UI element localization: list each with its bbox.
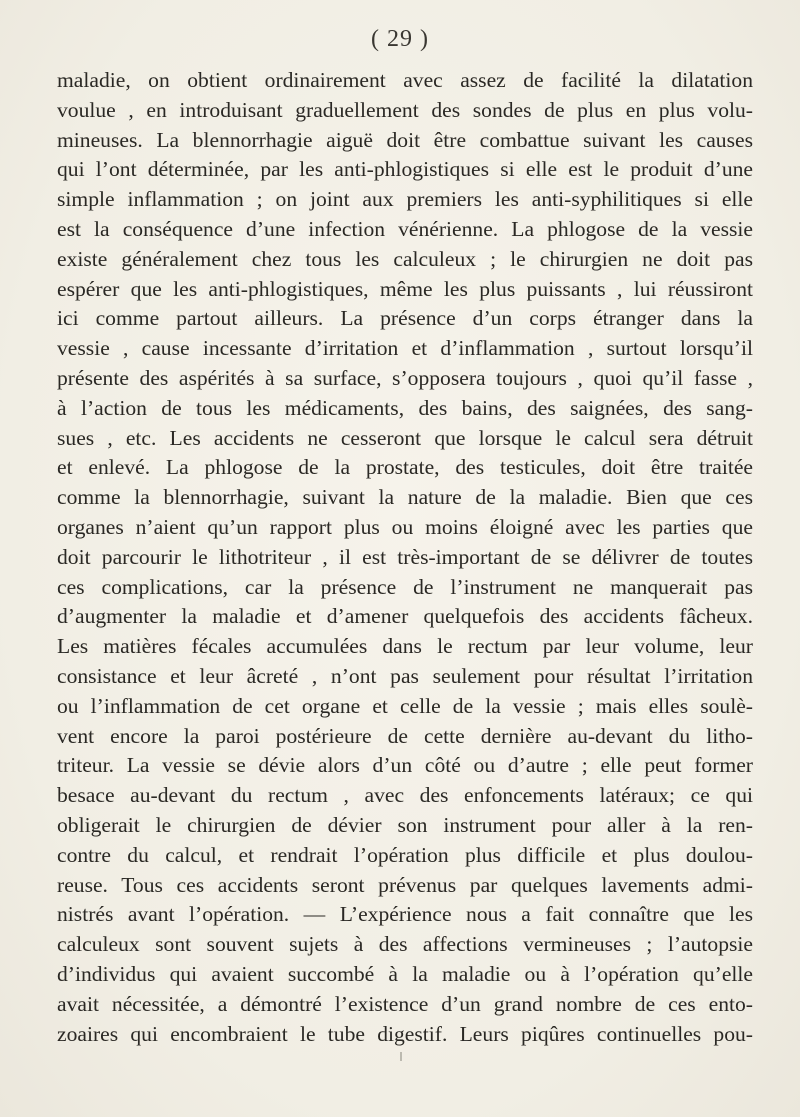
text-line: d’augmenter la maladie et d’amener quelquefois des accidents fâcheux. [57, 604, 753, 629]
text-line: ici comme partout ailleurs. La présence d’un corps étranger dans la [57, 306, 753, 331]
print-speck [400, 1052, 402, 1061]
text-line: mineuses. La blennorrhagie aiguë doit être combattue suivant les causes [57, 127, 753, 152]
text-line: nistrés avant l’opération. — L’expérience nous a fait connaître que les [57, 902, 753, 927]
text-line: organes n’aient qu’un rapport plus ou moins éloigné avec les parties que [57, 514, 753, 539]
text-line: obligerait le chirurgien de dévier son instrument pour aller à la ren- [57, 812, 753, 837]
text-line: Les matières fécales accumulées dans le rectum par leur volume, leur [57, 634, 753, 659]
text-line: zoaires qui encombraient le tube digestif. Leurs piqûres continuelles pou- [57, 1021, 753, 1046]
text-line: et enlevé. La phlogose de la prostate, des testicules, doit être traitée [57, 455, 753, 480]
text-line: simple inflammation ; on joint aux premiers les anti-syphilitiques si elle [57, 187, 753, 212]
text-line: consistance et leur âcreté , n’ont pas seulement pour résultat l’irritation [57, 663, 753, 688]
text-line: présente des aspérités à sa surface, s’opposera toujours , quoi qu’il fasse , [57, 365, 753, 390]
text-line: maladie, on obtient ordinairement avec assez de facilité la dilatation [57, 68, 753, 92]
text-line: doit parcourir le lithotriteur , il est très-important de se délivrer de toutes [57, 544, 753, 569]
text-line: contre du calcul, et rendrait l’opération plus difficile et plus doulou- [57, 842, 753, 867]
text-line: besace au-devant du rectum , avec des enfoncements latéraux; ce qui [57, 783, 753, 808]
text-line: espérer que les anti-phlogistiques, même les plus puissants , lui réussiront [57, 276, 753, 301]
text-line: voulue , en introduisant graduellement des sondes de plus en plus volu- [57, 97, 753, 122]
text-line: reuse. Tous ces accidents seront prévenus par quelques lavements admi- [57, 872, 753, 897]
text-line: existe généralement chez tous les calculeux ; le chirurgien ne doit pas [57, 246, 753, 271]
text-line: à l’action de tous les médicaments, des bains, des saignées, des sang- [57, 395, 753, 420]
body-text [57, 66, 753, 1049]
text-line: avait nécessitée, a démontré l’existence d’un grand nombre de ces ento- [57, 991, 753, 1016]
page-number: ( 29 ) [371, 26, 429, 52]
text-line: comme la blennorrhagie, suivant la nature de la maladie. Bien que ces [57, 485, 753, 510]
text-line: triteur. La vessie se dévie alors d’un côté ou d’autre ; elle peut former [57, 753, 753, 778]
text-line: d’individus qui avaient succombé à la maladie ou à l’opération qu’elle [57, 961, 753, 986]
text-line: ou l’inflammation de cet organe et celle de la vessie ; mais elles soulè- [57, 693, 753, 718]
text-line: est la conséquence d’une infection vénérienne. La phlogose de la vessie [57, 216, 753, 241]
text-line: qui l’ont déterminée, par les anti-phlogistiques si elle est le produit d’une [57, 157, 753, 182]
text-line: calculeux sont souvent sujets à des affections vermineuses ; l’autopsie [57, 932, 753, 957]
text-line: ces complications, car la présence de l’instrument ne manquerait pas [57, 574, 753, 599]
text-line: vent encore la paroi postérieure de cette dernière au-devant du litho- [57, 723, 753, 748]
text-line: sues , etc. Les accidents ne cesseront que lorsque le calcul sera détruit [57, 425, 753, 450]
text-line: vessie , cause incessante d’irritation et d’inflammation , surtout lorsqu’il [57, 336, 753, 361]
